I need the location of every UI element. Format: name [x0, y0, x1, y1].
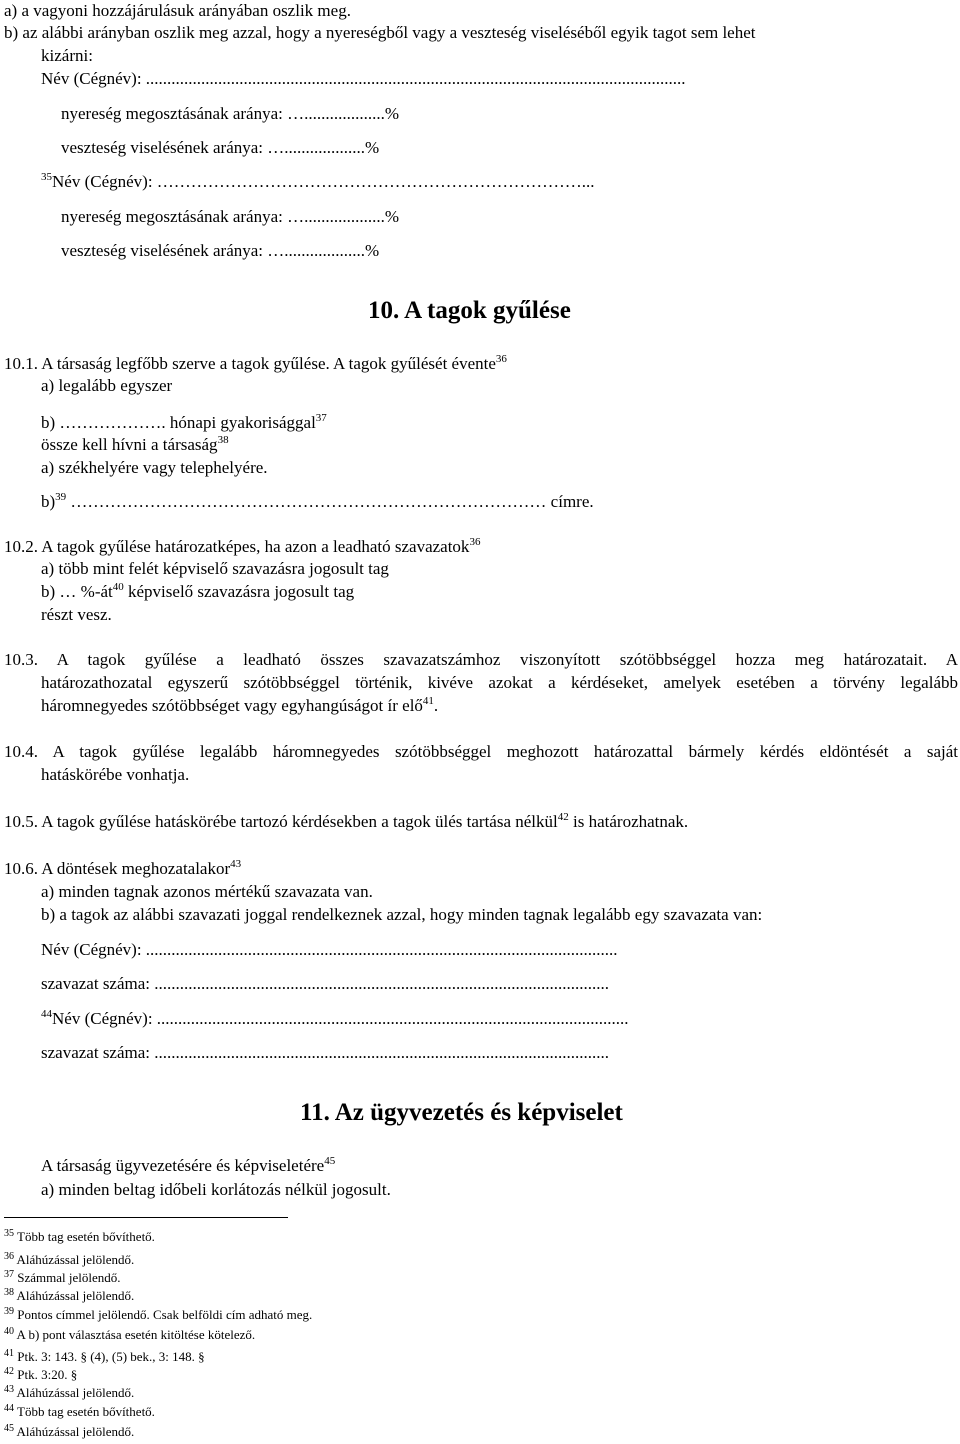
- footnote-ref: 38: [217, 434, 229, 446]
- footnote-ref: 44: [41, 1008, 52, 1020]
- footnote-item: [4, 1270, 121, 1286]
- paragraph-10-6-option-a: a) minden tagnak azonos mértékű szavazata van.: [41, 882, 373, 901]
- footnote-number: 36: [4, 1251, 14, 1262]
- footnote-ref: 37: [315, 412, 327, 424]
- footnote-number: 45: [4, 1423, 14, 1434]
- footnote-number: 39: [4, 1306, 14, 1317]
- profit-share-field-1: nyereség megosztásának aránya: …...................%: [61, 104, 399, 123]
- paragraph-10-1-option-b: b) ………………. hónapi gyakorisággal$^{37}$: [41, 412, 327, 432]
- paragraph-10-4-line-1: 10.4. A tagok gyűlése legalább háromnegyedes szótöbbséggel meghozott határozattal bármely kérdés eldöntését a saját: [4, 742, 958, 761]
- member-name-field-1: Név (Cégnév): ...............................................................................................................................: [41, 69, 686, 88]
- footnote-ref: 43: [230, 858, 242, 870]
- section-10-heading: 10. A tagok gyűlése: [368, 297, 571, 324]
- footnote-number: 42: [4, 1366, 14, 1377]
- paragraph-10-2-end: részt vesz.: [41, 605, 112, 624]
- footnote-text: Számmal jelölendő.: [14, 1270, 121, 1285]
- footnote-ref: 35: [41, 171, 52, 183]
- footnote-number: 41: [4, 1348, 14, 1359]
- paragraph-10-1-convene: össze kell hívni a társaság$^{38}$: [41, 434, 229, 454]
- footnote-ref: 36: [469, 536, 481, 548]
- footnote-number: 44: [4, 1403, 14, 1414]
- footnote-number: 43: [4, 1384, 14, 1395]
- footnote-number: 37: [4, 1269, 14, 1280]
- footnote-item: [4, 1288, 134, 1304]
- footnote-item: [4, 1404, 155, 1420]
- section-11-heading: 11. Az ügyvezetés és képviselet: [300, 1099, 623, 1126]
- paragraph-10-3-line-3: háromnegyedes szótöbbséget vagy egyhangúságot ír elő$^{41}$.: [41, 695, 439, 715]
- paragraph-10-1-location-a: a) székhelyére vagy telephelyére.: [41, 458, 268, 477]
- member-name-field-4: $^{44}$Név (Cégnév): ...............................................................................................................: [41, 1008, 629, 1028]
- footnote-text: Ptk. 3: 143. § (4), (5) bek., 3: 148. §: [14, 1349, 205, 1364]
- footnote-number: 40: [4, 1326, 14, 1337]
- footnote-ref: 42: [557, 811, 569, 823]
- footnote-ref: 45: [324, 1155, 336, 1167]
- footnote-item: [4, 1424, 134, 1440]
- footnote-item: [4, 1229, 155, 1245]
- footnote-ref: 41: [422, 695, 434, 707]
- paragraph-10-5: 10.5. A tagok gyűlése hatáskörébe tartozó kérdésekben a tagok ülés tartása nélkül$^{42}$ is határozhatnak.: [4, 811, 689, 831]
- footnote-item: [4, 1252, 134, 1268]
- footnote-item: [4, 1385, 134, 1401]
- footnote-text: Több tag esetén bővíthető.: [14, 1404, 155, 1419]
- loss-share-field-1: veszteség viselésének aránya: …...................%: [61, 138, 380, 157]
- paragraph-10-2-option-a: a) több mint felét képviselő szavazásra jogosult tag: [41, 559, 389, 578]
- paragraph-10-1-location-b: b)$^{39}$ ………………………………………………………………………… címre.: [41, 491, 594, 511]
- paragraph-10-6: 10.6. A döntések meghozatalakor$^{43}$: [4, 858, 242, 878]
- footnote-separator: [4, 1217, 288, 1218]
- footnote-item: [4, 1307, 312, 1323]
- footnote-number: 35: [4, 1228, 14, 1239]
- option-a-text: a) a vagyoni hozzájárulásuk arányában oszlik meg.: [4, 1, 351, 20]
- footnote-text: Aláhúzással jelölendő.: [14, 1288, 135, 1303]
- footnote-item: [4, 1367, 77, 1383]
- paragraph-10-1: 10.1. A társaság legfőbb szerve a tagok gyűlése. A tagok gyűlését évente$^{36}$: [4, 353, 507, 373]
- loss-share-field-2: veszteség viselésének aránya: …...................%: [61, 241, 380, 260]
- paragraph-10-6-option-b: b) a tagok az alábbi szavazati joggal rendelkeznek azzal, hogy minden tagnak legalább egy szavazata van:: [41, 905, 763, 924]
- paragraph-10-2: 10.2. A tagok gyűlése határozatképes, ha azon a leadható szavazatok$^{36}$: [4, 536, 481, 556]
- footnote-text: Több tag esetén bővíthető.: [14, 1229, 155, 1244]
- profit-share-field-2: nyereség megosztásának aránya: …...................%: [61, 207, 399, 226]
- option-b-continuation: kizárni:: [41, 46, 93, 65]
- footnote-item: [4, 1349, 205, 1365]
- paragraph-10-3-line-2: határozathozatal egyszerű szótöbbséggel történik, kivéve azokat a kérdéseket, amelyek esetében a törvény legalább: [41, 673, 958, 692]
- paragraph-10-4-line-2: hatáskörébe vonhatja.: [41, 765, 190, 784]
- footnote-ref: 40: [112, 581, 124, 593]
- paragraph-11: A társaság ügyvezetésére és képviseletére$^{45}$: [41, 1155, 336, 1175]
- footnote-text: A b) pont választása esetén kitöltése kötelező.: [14, 1327, 256, 1342]
- footnote-text: Aláhúzással jelölendő.: [14, 1252, 135, 1267]
- footnote-text: Pontos címmel jelölendő. Csak belföldi cím adható meg.: [14, 1307, 313, 1322]
- footnote-text: Aláhúzással jelölendő.: [14, 1385, 135, 1400]
- paragraph-10-1-option-a: a) legalább egyszer: [41, 376, 173, 395]
- footnote-ref: 36: [495, 353, 507, 365]
- vote-count-field-1: szavazat száma: ...........................................................................................................: [41, 974, 610, 993]
- vote-count-field-2: szavazat száma: ...........................................................................................................: [41, 1043, 610, 1062]
- paragraph-10-3-line-1: 10.3. A tagok gyűlése a leadható összes szavazatszámhoz viszonyított szótöbbséggel hozza meg határozatait. A: [4, 650, 958, 669]
- footnote-text: Aláhúzással jelölendő.: [14, 1424, 135, 1439]
- paragraph-10-2-option-b: b) … $\%-át^{40}$ képviselő szavazásra jogosult tag: [41, 581, 355, 601]
- paragraph-11-option-a: a) minden beltag időbeli korlátozás nélkül jogosult.: [41, 1180, 391, 1199]
- footnote-number: 38: [4, 1287, 14, 1298]
- footnote-ref: 39: [55, 491, 67, 503]
- member-name-field-2: $^{35}$Név (Cégnév): …………………………………………………………………...: [41, 171, 595, 191]
- option-b-text: b) az alábbi arányban oszlik meg azzal, hogy a nyereségből vagy a veszteség viseléséből egyik tagot sem lehet: [4, 23, 756, 42]
- member-name-field-3: Név (Cégnév): ...............................................................................................................: [41, 940, 618, 959]
- footnote-item: [4, 1327, 255, 1343]
- footnote-text: Ptk. 3:20. §: [14, 1367, 78, 1382]
